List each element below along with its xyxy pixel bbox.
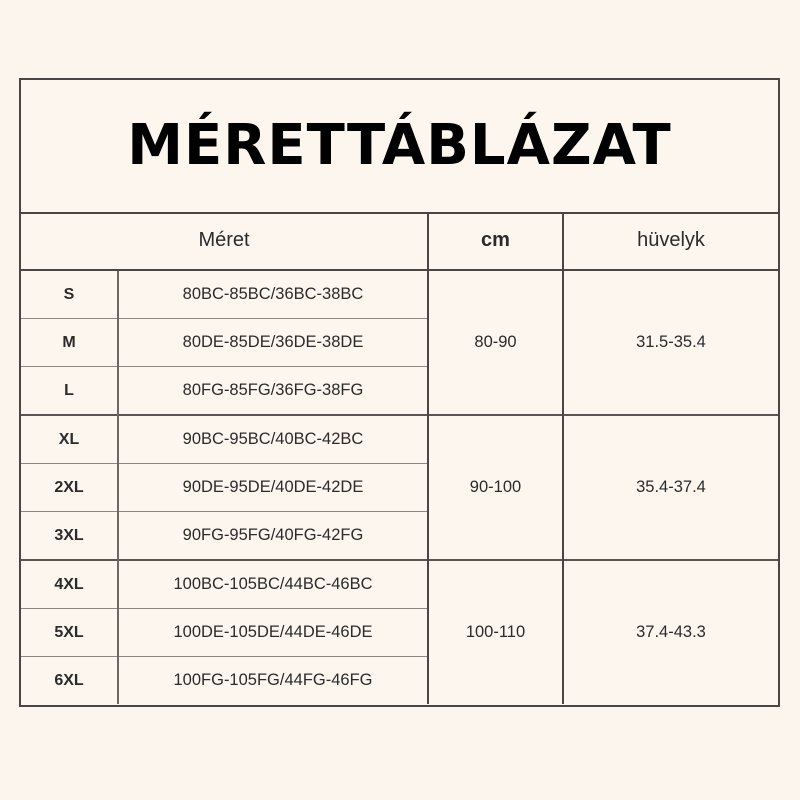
title-row [21, 80, 778, 214]
table-row [21, 270, 778, 319]
band-cup-cell: 80BC-85BC/36BC-38BC [118, 270, 428, 319]
size-cell: XL [21, 415, 118, 464]
size-cell: 6XL [21, 657, 118, 705]
band-cup-cell: 100FG-105FG/44FG-46FG [118, 657, 428, 705]
size-cell: 2XL [21, 464, 118, 512]
table-row [21, 560, 778, 609]
page-title: MÉRETTÁBLÁZAT [127, 112, 672, 178]
size-table [21, 212, 778, 704]
inch-cell: 37.4-43.3 [563, 560, 778, 704]
cm-cell: 80-90 [428, 270, 563, 415]
header-cm: cm [428, 212, 563, 270]
band-cup-cell: 90DE-95DE/40DE-42DE [118, 464, 428, 512]
size-chart [19, 78, 780, 707]
cm-cell: 100-110 [428, 560, 563, 704]
band-cup-cell: 80FG-85FG/36FG-38FG [118, 367, 428, 416]
size-cell: M [21, 319, 118, 367]
size-cell: 5XL [21, 609, 118, 657]
inch-cell: 31.5-35.4 [563, 270, 778, 415]
size-cell: 3XL [21, 512, 118, 561]
band-cup-cell: 100DE-105DE/44DE-46DE [118, 609, 428, 657]
cm-cell: 90-100 [428, 415, 563, 560]
band-cup-cell: 90BC-95BC/40BC-42BC [118, 415, 428, 464]
band-cup-cell: 90FG-95FG/40FG-42FG [118, 512, 428, 561]
size-cell: L [21, 367, 118, 416]
table-row [21, 415, 778, 464]
size-cell: 4XL [21, 560, 118, 609]
band-cup-cell: 80DE-85DE/36DE-38DE [118, 319, 428, 367]
band-cup-cell: 100BC-105BC/44BC-46BC [118, 560, 428, 609]
header-inch: hüvelyk [563, 212, 778, 270]
table-header-row [21, 212, 778, 270]
header-size: Méret [21, 212, 428, 270]
inch-cell: 35.4-37.4 [563, 415, 778, 560]
size-cell: S [63, 285, 75, 303]
